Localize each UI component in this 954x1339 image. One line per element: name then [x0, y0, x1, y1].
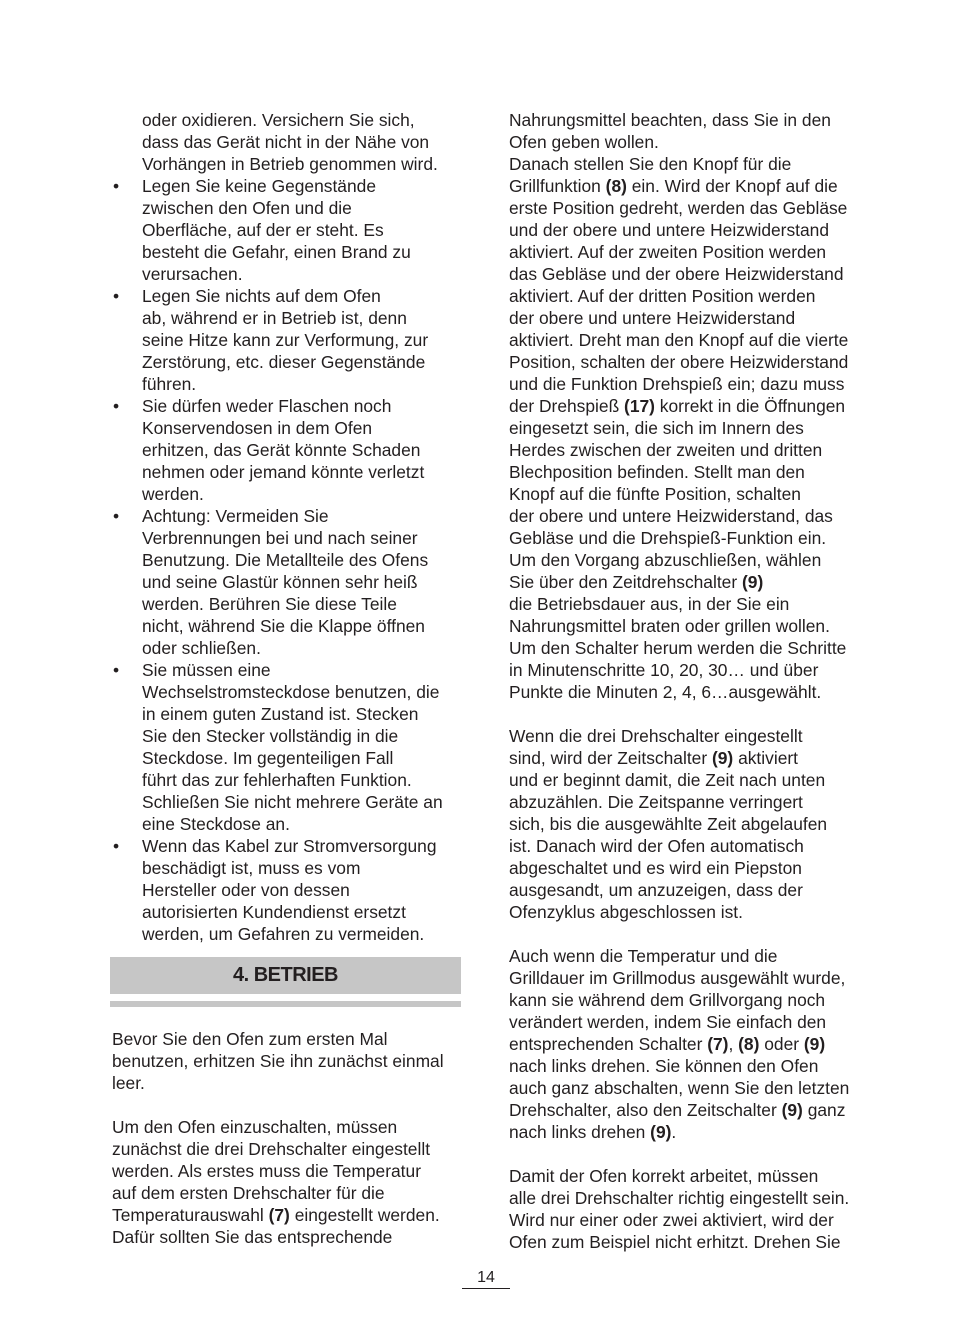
text-line: seine Hitze kann zur Verformung, zur	[142, 330, 429, 350]
continuation-text	[142, 109, 464, 175]
text-line: Wenn das Kabel zur Stromversorgung	[142, 836, 437, 856]
text-segment: Blechposition befinden. Stellt man den	[509, 462, 805, 482]
text-segment: aktiviert. Dreht man den Knopf auf die vierte	[509, 330, 849, 350]
text-segment: entsprechenden Schalter	[509, 1034, 708, 1054]
text-line: oder schließen.	[142, 638, 261, 658]
text-line: autorisierten Kundendienst ersetzt	[142, 902, 406, 922]
text-line: benutzen, erhitzen Sie ihn zunächst einmal	[112, 1051, 444, 1071]
timer-paragraph	[509, 725, 869, 923]
text-segment: Danach stellen Sie den Knopf für die	[509, 154, 792, 174]
part-reference: (7)	[268, 1205, 290, 1225]
text-segment: Position, schalten der obere Heizwiderstand	[509, 352, 849, 372]
text-segment: eingestellt werden.	[289, 1205, 440, 1225]
text-segment: ein. Wird der Knopf auf die	[626, 176, 838, 196]
text-line: Hersteller oder von dessen	[142, 880, 350, 900]
text-line: werden.	[142, 484, 204, 504]
text-segment: Damit der Ofen korrekt arbeitet, müssen	[509, 1166, 819, 1186]
part-reference: (7)	[707, 1034, 729, 1054]
text-line: Steckdose. Im gegenteiligen Fall	[142, 748, 394, 768]
text-segment: der Drehspieß	[509, 396, 625, 416]
part-reference: (9)	[711, 748, 734, 768]
text-line: ab, während er in Betrieb ist, denn	[142, 308, 407, 328]
part-reference: (9)	[803, 1034, 826, 1054]
text-line: Legen Sie nichts auf dem Ofen	[142, 286, 381, 306]
text-segment: aktiviert. Auf der dritten Position werden	[509, 286, 816, 306]
text-line: verursachen.	[142, 264, 243, 284]
text-segment: Grilldauer im Grillmodus ausgewählt wurde,	[509, 968, 846, 988]
text-segment: ganz	[802, 1100, 846, 1120]
section-heading-bar	[110, 957, 461, 994]
part-reference: (8)	[738, 1034, 760, 1054]
part-reference: (9)	[781, 1100, 803, 1120]
text-line: Wechselstromsteckdose benutzen, die	[142, 682, 440, 702]
text-segment: Drehschalter, also den Zeitschalter	[509, 1100, 782, 1120]
text-segment: Temperaturauswahl	[112, 1205, 269, 1225]
section-heading: 4. BETRIEB	[232, 964, 339, 986]
text-segment: auch ganz abschalten, wenn Sie den letzten	[509, 1078, 850, 1098]
text-line: Legen Sie keine Gegenstände	[142, 176, 376, 196]
text-segment: und die Funktion Drehspieß ein; dazu muss	[509, 374, 845, 394]
text-line: werden. Berühren Sie diese Teile	[142, 594, 397, 614]
bullet-item	[112, 505, 464, 659]
text-line: und seine Glastür können sehr heiß	[142, 572, 418, 592]
text-line: eine Steckdose an.	[142, 814, 290, 834]
text-segment: und er beginnt damit, die Zeit nach unten	[509, 770, 826, 790]
text-segment: die Betriebsdauer aus, in der Sie ein	[509, 594, 790, 614]
bullet-item	[112, 659, 464, 835]
text-line: Oberfläche, auf der er steht. Es	[142, 220, 384, 240]
text-segment: werden. Als erstes muss die Temperatur	[112, 1161, 421, 1181]
text-segment: eingesetzt sein, die sich im Innern des	[509, 418, 804, 438]
text-line: Achtung: Vermeiden Sie	[142, 506, 329, 526]
text-line: erhitzen, das Gerät könnte Schaden	[142, 440, 421, 460]
text-line: Vorhängen in Betrieb genommen wird.	[142, 154, 438, 174]
right-column	[509, 109, 869, 1253]
text-segment: abzuzählen. Die Zeitspanne verringert	[509, 792, 803, 812]
heading-underline-rule	[110, 1001, 461, 1007]
text-line: leer.	[112, 1073, 145, 1093]
text-line: werden, um Gefahren zu vermeiden.	[142, 924, 425, 944]
text-segment: ist. Danach wird der Ofen automatisch	[509, 836, 804, 856]
text-line: dass das Gerät nicht in der Nähe von	[142, 132, 430, 152]
part-reference: (17)	[624, 396, 655, 416]
text-segment: Ofen zum Beispiel nicht erhitzt. Drehen Sie	[509, 1232, 841, 1252]
first-use-paragraph	[112, 1028, 464, 1094]
text-segment: erste Position gedreht, werden das Gebläse	[509, 198, 848, 218]
text-line: Bevor Sie den Ofen zum ersten Mal	[112, 1029, 388, 1049]
switch-on-paragraph	[112, 1116, 464, 1248]
text-line: zwischen den Ofen und die	[142, 198, 352, 218]
text-segment: Wenn die drei Drehschalter eingestellt	[509, 726, 803, 746]
text-segment: Gebläse und die Drehspieß-Funktion ein.	[509, 528, 827, 548]
text-segment: Um den Schalter herum werden die Schritte	[509, 638, 847, 658]
text-line: führt das zur fehlerhaften Funktion.	[142, 770, 412, 790]
text-segment: Herdes zwischen der zweiten und dritten	[509, 440, 823, 460]
text-segment: Nahrungsmittel braten oder grillen wollen.	[509, 616, 830, 636]
text-line: Schließen Sie nicht mehrere Geräte an	[142, 792, 443, 812]
text-segment: Wird nur einer oder zwei aktiviert, wird der	[509, 1210, 834, 1230]
text-segment: Auch wenn die Temperatur und die	[509, 946, 778, 966]
safety-bullet-list	[112, 175, 464, 945]
text-segment: kann sie während dem Grillvorgang noch	[509, 990, 826, 1010]
text-line: Verbrennungen bei und nach seiner	[142, 528, 418, 548]
bullet-item	[112, 175, 464, 285]
text-line: beschädigt ist, muss es vom	[142, 858, 361, 878]
text-line: Sie dürfen weder Flaschen noch	[142, 396, 392, 416]
text-line: Sie müssen eine	[142, 660, 271, 680]
text-segment: oder	[759, 1034, 804, 1054]
text-segment: Dafür sollten Sie das entsprechende	[112, 1227, 393, 1247]
text-line: oder oxidieren. Versichern Sie sich,	[142, 110, 415, 130]
text-segment: nach links drehen	[509, 1122, 651, 1142]
text-line: nicht, während Sie die Klappe öffnen	[142, 616, 425, 636]
text-segment: Ofen geben wollen.	[509, 132, 659, 152]
text-segment: sich, bis die ausgewählte Zeit abgelaufen	[509, 814, 828, 834]
text-segment: nach links drehen. Sie können den Ofen	[509, 1056, 819, 1076]
text-segment: sind, wird der Zeitschalter	[509, 748, 712, 768]
page-number: 14	[462, 1268, 510, 1289]
text-segment: korrekt in die Öffnungen	[654, 396, 846, 416]
left-column	[112, 109, 464, 945]
text-segment: Ofenzyklus abgeschlossen ist.	[509, 902, 743, 922]
text-segment: Nahrungsmittel beachten, dass Sie in den	[509, 110, 831, 130]
text-line: Zerstörung, etc. dieser Gegenstände	[142, 352, 426, 372]
text-line: in einem guten Zustand ist. Stecken	[142, 704, 419, 724]
correct-operation-paragraph	[509, 1165, 869, 1253]
bullet-item	[112, 835, 464, 945]
text-line: Konservendosen in dem Ofen	[142, 418, 373, 438]
part-reference: (9)	[741, 572, 764, 592]
text-line: Sie den Stecker vollständig in die	[142, 726, 399, 746]
text-segment: Um den Vorgang abzuschließen, wählen	[509, 550, 822, 570]
adjust-paragraph	[509, 945, 869, 1143]
text-line: besteht die Gefahr, einen Brand zu	[142, 242, 411, 262]
text-segment: ausgesandt, um anzuzeigen, dass der	[509, 880, 803, 900]
text-segment: aktiviert	[733, 748, 798, 768]
text-segment: der obere und untere Heizwiderstand	[509, 308, 796, 328]
text-segment: .	[671, 1122, 677, 1142]
text-segment: Sie über den Zeitdrehschalter	[509, 572, 742, 592]
text-segment: Punkte die Minuten 2, 4, 6…ausgewählt.	[509, 682, 822, 702]
grill-function-paragraph	[509, 109, 869, 703]
text-segment: alle drei Drehschalter richtig eingestellt sein.	[509, 1188, 850, 1208]
part-reference: (8)	[605, 176, 627, 196]
text-segment: aktiviert. Auf der zweiten Position werden	[509, 242, 827, 262]
operation-text	[112, 1028, 464, 1248]
text-segment: ,	[728, 1034, 739, 1054]
text-segment: zunächst die drei Drehschalter eingestellt	[112, 1139, 431, 1159]
text-segment: und der obere und untere Heizwiderstand	[509, 220, 830, 240]
text-segment: auf dem ersten Drehschalter für die	[112, 1183, 385, 1203]
text-segment: verändert werden, indem Sie einfach den	[509, 1012, 827, 1032]
text-segment: Knopf auf die fünfte Position, schalten	[509, 484, 801, 504]
text-line: Benutzung. Die Metallteile des Ofens	[142, 550, 429, 570]
bullet-item	[112, 395, 464, 505]
bullet-item	[112, 285, 464, 395]
text-segment: Um den Ofen einzuschalten, müssen	[112, 1117, 398, 1137]
text-segment: das Gebläse und der obere Heizwiderstand	[509, 264, 844, 284]
text-line: nehmen oder jemand könnte verletzt	[142, 462, 425, 482]
text-segment: in Minutenschritte 10, 20, 30… und über	[509, 660, 819, 680]
text-line: führen.	[142, 374, 197, 394]
part-reference: (9)	[650, 1122, 672, 1142]
text-segment: Grillfunktion	[509, 176, 606, 196]
text-segment: der obere und untere Heizwiderstand, das	[509, 506, 833, 526]
text-segment: abgeschaltet und es wird ein Piepston	[509, 858, 802, 878]
